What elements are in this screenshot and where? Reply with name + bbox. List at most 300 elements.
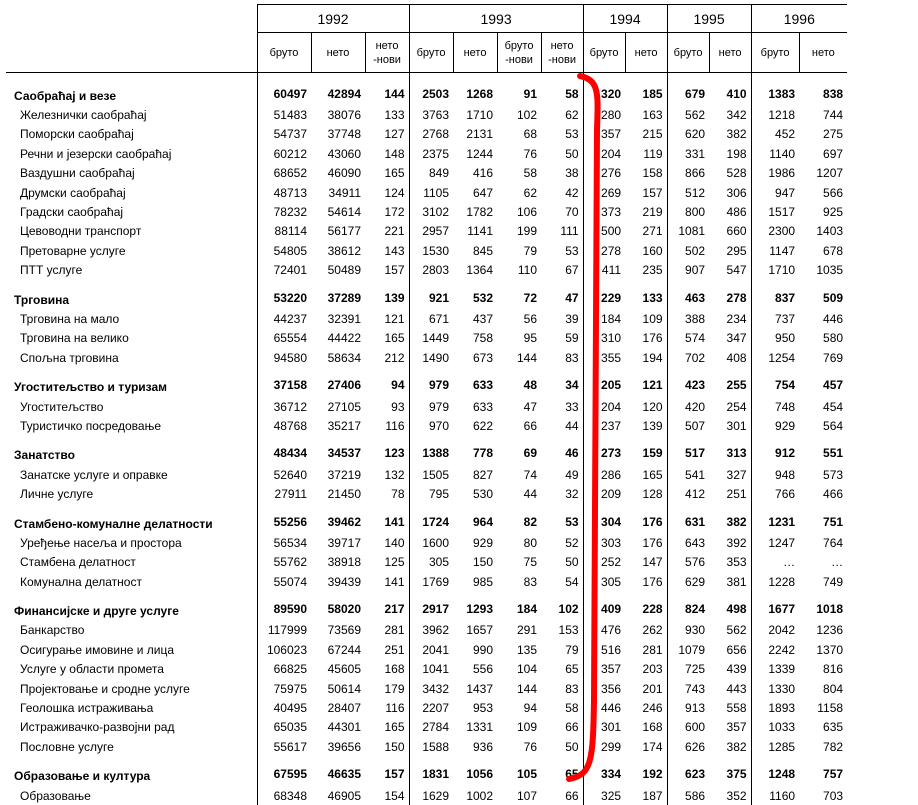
- cell-value: 66: [497, 416, 541, 435]
- cell-value: 199: [497, 222, 541, 241]
- cell-value: 48: [497, 373, 541, 396]
- cell-value: 574: [667, 329, 709, 348]
- wage-table-sheet: [6, 4, 847, 770]
- cell-value: 1710: [453, 105, 497, 124]
- cell-value: 838: [799, 82, 847, 105]
- cell-value: 73569: [311, 621, 365, 640]
- cell-value: 157: [365, 261, 409, 280]
- table-row: [6, 125, 847, 144]
- spacer-row: [6, 73, 847, 83]
- group-total-row: [6, 373, 847, 396]
- cell-value: 174: [625, 737, 667, 756]
- row-label: Угоститељство: [6, 397, 257, 416]
- cell-value: 921: [409, 286, 453, 309]
- cell-value: 1588: [409, 737, 453, 756]
- cell-value: 53: [541, 125, 583, 144]
- cell-value: 39717: [311, 533, 365, 552]
- year-header: 1995: [667, 5, 751, 33]
- cell-value: 165: [365, 329, 409, 348]
- cell-value: 979: [409, 373, 453, 396]
- cell-value: 184: [497, 597, 541, 620]
- table-row: [6, 679, 847, 698]
- cell-value: 1330: [751, 679, 799, 698]
- row-label: Личне услуге: [6, 484, 257, 503]
- cell-value: 116: [365, 698, 409, 717]
- header-corner: [6, 33, 257, 73]
- cell-value: 929: [453, 533, 497, 552]
- cell-value: 37289: [311, 286, 365, 309]
- cell-value: 66: [541, 718, 583, 737]
- col-header-neto: нето: [625, 33, 667, 73]
- row-label: Речни и језерски саобраћај: [6, 144, 257, 163]
- cell-value: 117999: [257, 621, 311, 640]
- cell-value: 185: [625, 82, 667, 105]
- cell-value: …: [751, 553, 799, 572]
- cell-value: 157: [625, 183, 667, 202]
- cell-value: 1285: [751, 737, 799, 756]
- cell-value: 109: [625, 309, 667, 328]
- cell-value: 66825: [257, 660, 311, 679]
- cell-value: 764: [799, 533, 847, 552]
- cell-value: 32: [541, 484, 583, 503]
- wage-table-body: [6, 73, 847, 805]
- row-label: Трговина на мало: [6, 309, 257, 328]
- cell-value: 673: [453, 348, 497, 367]
- cell-value: 416: [453, 164, 497, 183]
- cell-value: 766: [751, 484, 799, 503]
- cell-value: 551: [799, 442, 847, 465]
- cell-value: 42894: [311, 82, 365, 105]
- group-total-row: [6, 597, 847, 620]
- cell-value: 102: [497, 105, 541, 124]
- cell-value: 38: [541, 164, 583, 183]
- cell-value: 1370: [799, 640, 847, 659]
- cell-value: 128: [625, 484, 667, 503]
- cell-value: 143: [365, 241, 409, 260]
- cell-value: 1160: [751, 786, 799, 805]
- cell-value: 54: [541, 572, 583, 591]
- cell-value: 150: [365, 737, 409, 756]
- cell-value: 382: [709, 737, 751, 756]
- cell-value: 325: [583, 786, 625, 805]
- cell-value: 929: [751, 416, 799, 435]
- cell-value: 215: [625, 125, 667, 144]
- cell-value: 2375: [409, 144, 453, 163]
- cell-value: 273: [583, 442, 625, 465]
- cell-value: 1035: [799, 261, 847, 280]
- cell-value: 65: [541, 660, 583, 679]
- cell-value: 3432: [409, 679, 453, 698]
- cell-value: 116: [365, 416, 409, 435]
- cell-value: 778: [453, 442, 497, 465]
- cell-value: 48768: [257, 416, 311, 435]
- cell-value: 144: [497, 348, 541, 367]
- year-header-row: [6, 5, 847, 33]
- cell-value: 54614: [311, 202, 365, 221]
- table-row: [6, 397, 847, 416]
- cell-value: 124: [365, 183, 409, 202]
- cell-value: 219: [625, 202, 667, 221]
- cell-value: 782: [799, 737, 847, 756]
- cell-value: 1782: [453, 202, 497, 221]
- cell-value: 751: [799, 510, 847, 533]
- cell-value: 2503: [409, 82, 453, 105]
- cell-value: 133: [365, 105, 409, 124]
- cell-value: 631: [667, 510, 709, 533]
- table-row: [6, 465, 847, 484]
- cell-value: 44301: [311, 718, 365, 737]
- cell-value: 46905: [311, 786, 365, 805]
- row-label: Осигурање имовине и лица: [6, 640, 257, 659]
- cell-value: 466: [799, 484, 847, 503]
- cell-value: 816: [799, 660, 847, 679]
- cell-value: 33: [541, 397, 583, 416]
- cell-value: 76: [497, 144, 541, 163]
- cell-value: 52640: [257, 465, 311, 484]
- cell-value: 800: [667, 202, 709, 221]
- cell-value: 140: [365, 533, 409, 552]
- cell-value: 411: [583, 261, 625, 280]
- cell-value: 75975: [257, 679, 311, 698]
- cell-value: 3102: [409, 202, 453, 221]
- cell-value: 2041: [409, 640, 453, 659]
- cell-value: 34911: [311, 183, 365, 202]
- cell-value: 1141: [453, 222, 497, 241]
- cell-value: 576: [667, 553, 709, 572]
- cell-value: 1388: [409, 442, 453, 465]
- cell-value: 133: [625, 286, 667, 309]
- cell-value: 1364: [453, 261, 497, 280]
- cell-value: 509: [799, 286, 847, 309]
- cell-value: 62: [497, 183, 541, 202]
- cell-value: 32391: [311, 309, 365, 328]
- cell-value: 72: [497, 286, 541, 309]
- cell-value: 53: [541, 241, 583, 260]
- cell-value: 936: [453, 737, 497, 756]
- cell-value: 158: [625, 164, 667, 183]
- cell-value: 1986: [751, 164, 799, 183]
- cell-value: 1268: [453, 82, 497, 105]
- table-row: [6, 660, 847, 679]
- cell-value: 139: [625, 416, 667, 435]
- cell-value: 439: [709, 660, 751, 679]
- cell-value: 209: [583, 484, 625, 503]
- cell-value: 46635: [311, 763, 365, 786]
- cell-value: 541: [667, 465, 709, 484]
- cell-value: 382: [709, 125, 751, 144]
- cell-value: 119: [625, 144, 667, 163]
- cell-value: 1147: [751, 241, 799, 260]
- table-row: [6, 737, 847, 756]
- cell-value: 106: [497, 202, 541, 221]
- cell-value: 849: [409, 164, 453, 183]
- cell-value: 1081: [667, 222, 709, 241]
- cell-value: 153: [541, 621, 583, 640]
- col-header-bruto: бруто: [751, 33, 799, 73]
- cell-value: 3962: [409, 621, 453, 640]
- cell-value: 79: [541, 640, 583, 659]
- cell-value: 1207: [799, 164, 847, 183]
- cell-value: 1079: [667, 640, 709, 659]
- cell-value: 44422: [311, 329, 365, 348]
- cell-value: 159: [625, 442, 667, 465]
- cell-value: 866: [667, 164, 709, 183]
- cell-value: 83: [541, 679, 583, 698]
- cell-value: 758: [453, 329, 497, 348]
- table-row: [6, 786, 847, 805]
- cell-value: 1724: [409, 510, 453, 533]
- cell-value: 301: [583, 718, 625, 737]
- cell-value: 2131: [453, 125, 497, 144]
- cell-value: 486: [709, 202, 751, 221]
- group-total-row: [6, 510, 847, 533]
- col-header-neto-novi: нето -нови: [365, 33, 409, 73]
- cell-value: 229: [583, 286, 625, 309]
- cell-value: 39439: [311, 572, 365, 591]
- cell-value: 78: [365, 484, 409, 503]
- cell-value: 59: [541, 329, 583, 348]
- cell-value: 67: [541, 261, 583, 280]
- cell-value: 47: [541, 286, 583, 309]
- row-label: Туристичко посредовање: [6, 416, 257, 435]
- cell-value: 251: [709, 484, 751, 503]
- cell-value: 1517: [751, 202, 799, 221]
- row-label: Уређење насеља и простора: [6, 533, 257, 552]
- cell-value: 305: [583, 572, 625, 591]
- row-label: Занатске услуге и оправке: [6, 465, 257, 484]
- cell-value: 275: [799, 125, 847, 144]
- cell-value: 600: [667, 718, 709, 737]
- cell-value: 970: [409, 416, 453, 435]
- cell-value: 281: [625, 640, 667, 659]
- cell-value: 1231: [751, 510, 799, 533]
- cell-value: 111: [541, 222, 583, 241]
- cell-value: 410: [709, 82, 751, 105]
- table-row: [6, 105, 847, 124]
- cell-value: 38612: [311, 241, 365, 260]
- cell-value: 1158: [799, 698, 847, 717]
- cell-value: 633: [453, 397, 497, 416]
- cell-value: 1105: [409, 183, 453, 202]
- cell-value: 749: [799, 572, 847, 591]
- cell-value: 55762: [257, 553, 311, 572]
- cell-value: 757: [799, 763, 847, 786]
- cell-value: 517: [667, 442, 709, 465]
- cell-value: 1254: [751, 348, 799, 367]
- cell-value: 979: [409, 397, 453, 416]
- cell-value: 139: [365, 286, 409, 309]
- cell-value: 342: [709, 105, 751, 124]
- cell-value: 83: [541, 348, 583, 367]
- cell-value: 51483: [257, 105, 311, 124]
- row-label: Градски саобраћај: [6, 202, 257, 221]
- cell-value: 320: [583, 82, 625, 105]
- row-label: Занатство: [6, 442, 257, 465]
- cell-value: 498: [709, 597, 751, 620]
- cell-value: 76: [497, 737, 541, 756]
- cell-value: 725: [667, 660, 709, 679]
- col-header-bruto: бруто: [409, 33, 453, 73]
- cell-value: 68348: [257, 786, 311, 805]
- cell-value: 2207: [409, 698, 453, 717]
- cell-value: 457: [799, 373, 847, 396]
- cell-value: 1449: [409, 329, 453, 348]
- table-row: [6, 183, 847, 202]
- table-row: [6, 164, 847, 183]
- cell-value: 1677: [751, 597, 799, 620]
- cell-value: 409: [583, 597, 625, 620]
- cell-value: 953: [453, 698, 497, 717]
- cell-value: 121: [625, 373, 667, 396]
- cell-value: 176: [625, 572, 667, 591]
- table-row: [6, 621, 847, 640]
- cell-value: 950: [751, 329, 799, 348]
- cell-value: 75: [497, 553, 541, 572]
- col-header-bruto: бруто: [667, 33, 709, 73]
- cell-value: 39656: [311, 737, 365, 756]
- table-row: [6, 309, 847, 328]
- cell-value: 580: [799, 329, 847, 348]
- cell-value: 60212: [257, 144, 311, 163]
- cell-value: 172: [365, 202, 409, 221]
- cell-value: 67244: [311, 640, 365, 659]
- cell-value: 1505: [409, 465, 453, 484]
- cell-value: 573: [799, 465, 847, 484]
- cell-value: 679: [667, 82, 709, 105]
- cell-value: 305: [409, 553, 453, 572]
- cell-value: 357: [709, 718, 751, 737]
- cell-value: 88114: [257, 222, 311, 241]
- group-total-row: [6, 82, 847, 105]
- cell-value: 168: [365, 660, 409, 679]
- cell-value: 46: [541, 442, 583, 465]
- cell-value: 1218: [751, 105, 799, 124]
- cell-value: 163: [625, 105, 667, 124]
- row-label: ПТТ услуге: [6, 261, 257, 280]
- cell-value: 154: [365, 786, 409, 805]
- cell-value: 198: [709, 144, 751, 163]
- cell-value: 629: [667, 572, 709, 591]
- cell-value: 347: [709, 329, 751, 348]
- cell-value: 271: [625, 222, 667, 241]
- cell-value: 1403: [799, 222, 847, 241]
- cell-value: 647: [453, 183, 497, 202]
- cell-value: 463: [667, 286, 709, 309]
- cell-value: 54805: [257, 241, 311, 260]
- cell-value: 58634: [311, 348, 365, 367]
- cell-value: 357: [583, 660, 625, 679]
- cell-value: 46090: [311, 164, 365, 183]
- cell-value: 620: [667, 125, 709, 144]
- cell-value: 304: [583, 510, 625, 533]
- cell-value: 37158: [257, 373, 311, 396]
- cell-value: 157: [365, 763, 409, 786]
- cell-value: 516: [583, 640, 625, 659]
- cell-value: 1228: [751, 572, 799, 591]
- row-label: Саобраћај и везе: [6, 82, 257, 105]
- table-row: [6, 202, 847, 221]
- cell-value: 93: [365, 397, 409, 416]
- cell-value: 60497: [257, 82, 311, 105]
- cell-value: 912: [751, 442, 799, 465]
- row-label: Истраживачко-развојни рад: [6, 718, 257, 737]
- cell-value: 52: [541, 533, 583, 552]
- cell-value: 990: [453, 640, 497, 659]
- cell-value: 47: [497, 397, 541, 416]
- cell-value: 281: [365, 621, 409, 640]
- cell-value: 303: [583, 533, 625, 552]
- cell-value: 132: [365, 465, 409, 484]
- cell-value: 42: [541, 183, 583, 202]
- cell-value: 633: [453, 373, 497, 396]
- col-header-neto: нето: [311, 33, 365, 73]
- cell-value: 56: [497, 309, 541, 328]
- cell-value: 500: [583, 222, 625, 241]
- cell-value: 1248: [751, 763, 799, 786]
- cell-value: 121: [365, 309, 409, 328]
- col-header-bruto: бруто: [257, 33, 311, 73]
- cell-value: 194: [625, 348, 667, 367]
- row-label: Услуге у области промета: [6, 660, 257, 679]
- cell-value: 382: [709, 510, 751, 533]
- cell-value: 39462: [311, 510, 365, 533]
- cell-value: 228: [625, 597, 667, 620]
- cell-value: 437: [453, 309, 497, 328]
- cell-value: 824: [667, 597, 709, 620]
- cell-value: 643: [667, 533, 709, 552]
- cell-value: 212: [365, 348, 409, 367]
- cell-value: 286: [583, 465, 625, 484]
- cell-value: 201: [625, 679, 667, 698]
- cell-value: 356: [583, 679, 625, 698]
- cell-value: 512: [667, 183, 709, 202]
- cell-value: 56177: [311, 222, 365, 241]
- cell-value: 254: [709, 397, 751, 416]
- cell-value: 660: [709, 222, 751, 241]
- cell-value: 176: [625, 533, 667, 552]
- cell-value: 412: [667, 484, 709, 503]
- cell-value: 235: [625, 261, 667, 280]
- cell-value: 310: [583, 329, 625, 348]
- cell-value: 65554: [257, 329, 311, 348]
- group-total-row: [6, 442, 847, 465]
- cell-value: 74: [497, 465, 541, 484]
- cell-value: 656: [709, 640, 751, 659]
- row-label: Образовање и култура: [6, 763, 257, 786]
- cell-value: 1629: [409, 786, 453, 805]
- cell-value: 50: [541, 144, 583, 163]
- cell-value: 278: [709, 286, 751, 309]
- cell-value: …: [799, 553, 847, 572]
- cell-value: 55074: [257, 572, 311, 591]
- cell-value: 246: [625, 698, 667, 717]
- table-row: [6, 329, 847, 348]
- cell-value: 205: [583, 373, 625, 396]
- cell-value: 221: [365, 222, 409, 241]
- cell-value: 2300: [751, 222, 799, 241]
- cell-value: 635: [799, 718, 847, 737]
- row-label: Претоварне услуге: [6, 241, 257, 260]
- cell-value: 769: [799, 348, 847, 367]
- cell-value: 280: [583, 105, 625, 124]
- cell-value: 50: [541, 737, 583, 756]
- cell-value: 78232: [257, 202, 311, 221]
- cell-value: 845: [453, 241, 497, 260]
- cell-value: 827: [453, 465, 497, 484]
- cell-value: 744: [799, 105, 847, 124]
- cell-value: 1530: [409, 241, 453, 260]
- cell-value: 306: [709, 183, 751, 202]
